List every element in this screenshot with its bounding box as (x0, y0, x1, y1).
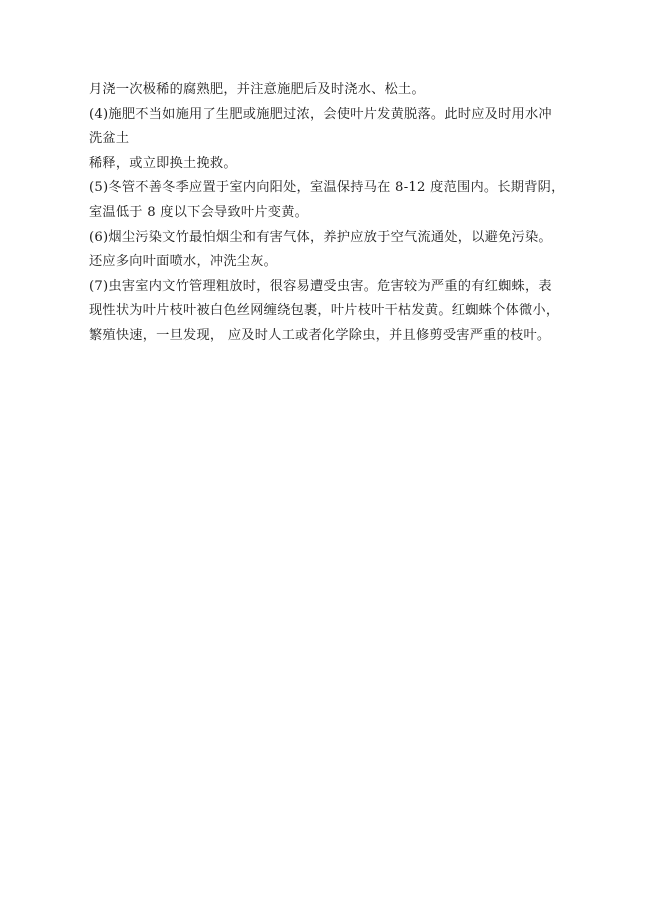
text-line: 月浇一次极稀的腐熟肥，并注意施肥后及时浇水、松土。 (89, 82, 425, 97)
text-line: (5)冬管不善冬季应置于室内向阳处，室温保持马在 8-12 度范围内。长期背阴， (89, 180, 565, 196)
text-line: 稀释，或立即换土挽救。 (89, 155, 237, 171)
text-line: (6)烟尘污染文竹最怕烟尘和有害气体，养护应放于空气流通处，以避免污染。 (89, 229, 552, 245)
text-line: 洗盆土 (89, 131, 130, 147)
text-line: 还应多向叶面喷水，冲洗尘灰。 (89, 254, 278, 270)
text-line: (4)施肥不当如施用了生肥或施肥过浓，会使叶片发黄脱落。此时应及时用水冲 (89, 106, 552, 122)
text-line: 繁殖快速，一旦发现， 应及时人工或者化学除虫，并且修剪受害严重的枝叶。 (89, 327, 551, 343)
text-line: 室温低于 8 度以下会导致叶片变黄。 (89, 204, 309, 220)
text-line: (7)虫害室内文竹管理粗放时，很容易遭受虫害。危害较为严重的有红蜘蛛，表 (89, 278, 552, 294)
document-body (89, 78, 569, 349)
text-line: 现性状为叶片枝叶被白色丝网缠绕包裹，叶片枝叶干枯发黄。红蜘蛛个体微小， (89, 303, 560, 319)
